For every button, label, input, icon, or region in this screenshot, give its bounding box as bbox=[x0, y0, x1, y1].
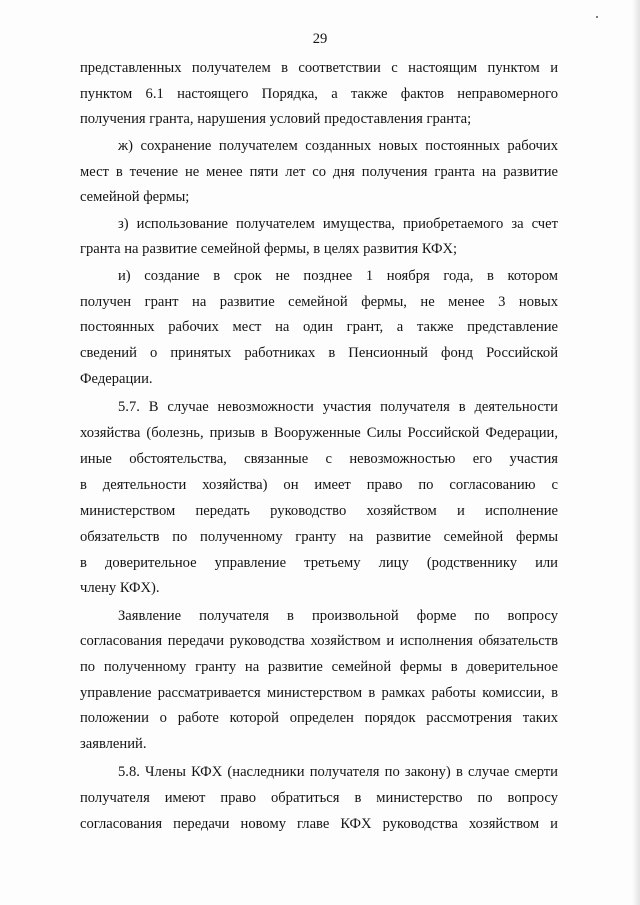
text-line: постоянных рабочих мест на один грант, а также представление bbox=[80, 319, 558, 335]
text-line: гранта на развитие семейной фермы, в целях развития КФХ; bbox=[80, 241, 458, 257]
text-line: з) использование получателем имущества, приобретаемого за счет bbox=[118, 216, 558, 232]
text-line: Заявление получателя в произвольной форме по вопросу bbox=[118, 608, 558, 624]
text-line: и) создание в срок не позднее 1 ноября года, в котором bbox=[118, 268, 558, 284]
text-line: 5.8. Члены КФХ (наследники получателя по закону) в случае смерти bbox=[118, 764, 558, 780]
text-line: семейной фермы; bbox=[80, 189, 190, 205]
text-line: в деятельности хозяйства) он имеет право по согласованию с bbox=[80, 477, 558, 493]
scan-edge-shadow bbox=[632, 0, 640, 905]
text-line: 5.7. В случае невозможности участия получателя в деятельности bbox=[118, 399, 558, 415]
text-line: заявлений. bbox=[80, 736, 147, 752]
text-line: Федерации. bbox=[80, 371, 153, 387]
text-line: мест в течение не менее пяти лет со дня получения гранта на развитие bbox=[80, 164, 558, 180]
text-line: ж) сохранение получателем созданных новых постоянных рабочих bbox=[118, 138, 558, 154]
text-line: представленных получателем в соответствии с настоящим пунктом и bbox=[80, 60, 558, 76]
text-line: согласования передачи руководства хозяйством и исполнения обязательств bbox=[80, 633, 558, 649]
page-number: 29 bbox=[312, 31, 328, 47]
text-line: хозяйства (болезнь, призыв в Вооруженные Силы Российской Федерации, bbox=[80, 425, 558, 441]
text-line: сведений о принятых работниках в Пенсионный фонд Российской bbox=[80, 345, 558, 361]
text-line: члену КФХ). bbox=[80, 580, 160, 596]
text-line: пунктом 6.1 настоящего Порядка, а также фактов неправомерного bbox=[80, 86, 558, 102]
text-line: иные обстоятельства, связанные с невозможностью его участия bbox=[80, 451, 558, 467]
text-line: по полученному гранту на развитие семейной фермы в доверительное bbox=[80, 659, 558, 675]
text-line: получения гранта, нарушения условий предоставления гранта; bbox=[80, 111, 472, 127]
text-line: получен грант на развитие семейной фермы, не менее 3 новых bbox=[80, 294, 558, 310]
text-line: согласования передачи новому главе КФХ руководства хозяйством и bbox=[80, 816, 558, 832]
text-line: получателя имеют право обратиться в министерство по вопросу bbox=[80, 790, 558, 806]
text-line: положении о работе которой определен порядок рассмотрения таких bbox=[80, 710, 558, 726]
text-line: управление рассматривается министерством в рамках работы комиссии, в bbox=[80, 685, 558, 701]
scan-speck bbox=[596, 16, 598, 18]
text-line: министерством передать руководство хозяйством и исполнение bbox=[80, 503, 558, 519]
text-line: обязательств по полученному гранту на развитие семейной фермы bbox=[80, 529, 558, 545]
text-line: в доверительное управление третьему лицу (родственнику или bbox=[80, 555, 558, 571]
